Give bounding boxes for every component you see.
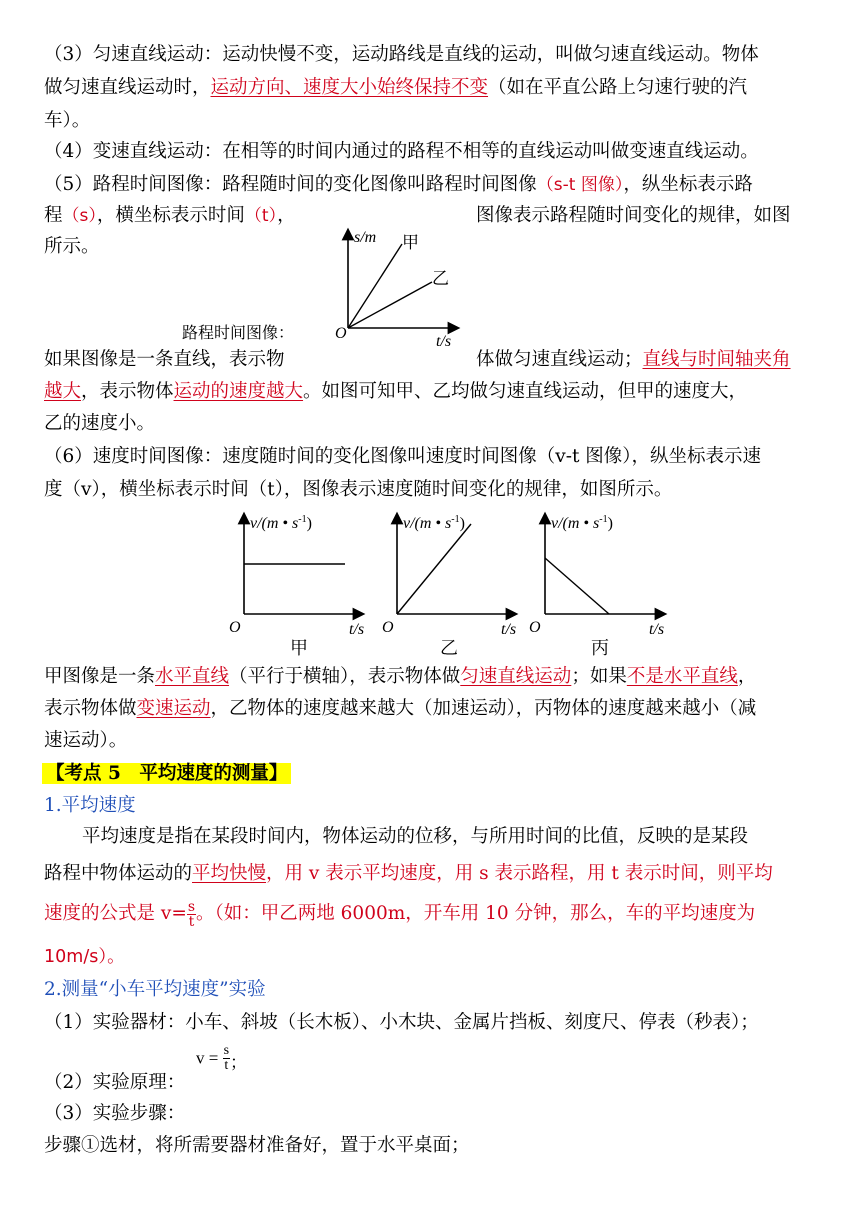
- item5-line6: 乙的速度小。: [44, 413, 156, 434]
- item5-line1: [44, 170, 753, 200]
- vt-bing-origin: O: [529, 619, 541, 636]
- formula-num: s: [223, 1043, 230, 1058]
- section5-p1: 平均速度是指在某段时间内，物体运动的位移，与所用时间的比值，反映的是某段: [82, 826, 749, 847]
- st-graph-caption: 路程时间图像：: [182, 323, 295, 342]
- item5-line4-left: 如果图像是一条直线，表示物: [44, 349, 285, 370]
- item5-line2-right: 图像表示路程随时间变化的规律，如图: [476, 205, 791, 226]
- item5-l5-a: ，表示物体: [81, 381, 174, 402]
- vt-jia-ylabel: v/(m • $s^{-1}$): [250, 514, 312, 532]
- vt-graph-jia: [229, 514, 364, 658]
- item3-key-phrase: 运动方向、速度大小始终保持不变: [210, 77, 489, 98]
- item4-line1: （4）变速直线运动：在相等的时间内通过的路程不相等的直线运动叫做变速直线运动。: [44, 141, 759, 162]
- vt-not-horizontal-phrase: 不是水平直线: [626, 666, 738, 687]
- item5-t-label: （t）: [244, 206, 278, 226]
- vt-l1-b: （平行于横轴），表示物体做: [229, 666, 461, 687]
- item5-s-label: （s）: [62, 206, 97, 226]
- experiment-line2: （2）实验原理：: [44, 1072, 186, 1093]
- item3-text-b: （如在平直公路上匀速行驶的汽: [488, 77, 748, 98]
- formula-v: v =: [196, 1048, 219, 1068]
- item5-line3: 所示。: [44, 236, 100, 257]
- st-label-jia: 甲: [402, 233, 419, 252]
- item3-line1: （3）匀速直线运动：运动快慢不变，运动路线是直线的运动，叫做匀速直线运动。物体: [44, 44, 759, 65]
- vt-graph-yi: [382, 514, 516, 658]
- vt-jia-caption: 甲: [290, 638, 308, 658]
- section5-p2: [44, 859, 773, 889]
- item3-line3: 车）。: [44, 110, 91, 131]
- vt-bing-xlabel: t/s: [649, 621, 665, 638]
- formula-fraction: [223, 1044, 230, 1073]
- item5-line4-right: [476, 345, 791, 375]
- section5-p3-a: 速度的公式是 v=: [44, 903, 187, 924]
- st-origin: O: [335, 325, 347, 342]
- item5-line2: [44, 201, 296, 231]
- section5-sub2: 2.测量“小车平均速度”实验: [44, 979, 266, 1000]
- item5-l4-b: 体做匀速直线运动；: [476, 349, 643, 370]
- st-graph: [332, 226, 462, 348]
- item5-speed-phrase: 运动的速度越大: [173, 381, 304, 402]
- st-xlabel: t/s: [436, 333, 452, 348]
- vt-yi-xlabel: t/s: [501, 621, 517, 638]
- st-line-yi: [348, 282, 432, 328]
- section5-heading-wrap: [42, 759, 291, 789]
- vt-bing-caption: 丙: [591, 638, 609, 658]
- vt-jia-origin: O: [229, 619, 241, 636]
- vt-jia-xlabel: t/s: [349, 621, 365, 638]
- fraction-denominator: t: [188, 913, 195, 930]
- vt-variable-phrase: 变速运动: [136, 698, 211, 719]
- section5-heading: 【考点 5 平均速度的测量】: [42, 763, 291, 784]
- experiment-line1: （1）实验器材：小车、斜坡（长木板）、小木块、金属片挡板、刻度尺、停表（秒表）；: [44, 1012, 759, 1033]
- vt-text-line2: [44, 694, 756, 724]
- vt-l1-a: 甲图像是一条: [44, 666, 156, 687]
- vt-bing-ylabel: v/(m • $s^{-1}$): [551, 514, 613, 532]
- st-label-yi: 乙: [432, 269, 449, 288]
- item5-l2-a: 程: [44, 205, 63, 226]
- item5-angle-phrase: 直线与时间轴夹角: [642, 349, 791, 370]
- vt-l2-b: ，乙物体的速度越来越大（加速运动），丙物体的速度越来越小（减: [210, 698, 757, 719]
- item3-text-a: 做匀速直线运动时，: [44, 77, 211, 98]
- vt-l2-a: 表示物体做: [44, 698, 137, 719]
- section5-p2-red: ，用 v 表示平均速度，用 s 表示路程，用 t 表示时间，则平均: [266, 863, 773, 884]
- section5-p3: [44, 899, 755, 929]
- vt-uniform-phrase: 匀速直线运动: [460, 666, 572, 687]
- item6-line2: 度（v），横坐标表示时间（t），图像表示速度随时间变化的规律，如图所示。: [44, 479, 673, 500]
- vt-yi-caption: 乙: [440, 638, 458, 658]
- vt-yi-origin: O: [382, 619, 394, 636]
- vt-line-bing: [545, 558, 609, 614]
- vt-text-line3: 速运动）。: [44, 730, 128, 751]
- vt-l1-c: ；如果: [571, 666, 627, 687]
- item3-line2: [44, 73, 747, 103]
- st-ylabel: s/m: [354, 229, 377, 246]
- vt-text-line1: [44, 662, 756, 692]
- item6-line1: （6）速度时间图像：速度随时间的变化图像叫速度时间图像（v-t 图像），纵坐标表示速: [44, 446, 762, 467]
- item5-text-a: （5）路程时间图像：路程随时间的变化图像叫路程时间图像: [44, 174, 537, 195]
- item5-line5: [44, 377, 747, 407]
- vt-graphs: [225, 506, 685, 662]
- vt-graph-bing: [529, 514, 664, 658]
- vt-horizontal-phrase: 水平直线: [155, 666, 230, 687]
- section5-sub1: 1.平均速度: [44, 795, 136, 816]
- item5-text-b: ，纵坐标表示路: [623, 174, 753, 195]
- item5-larger-phrase: 越大: [44, 381, 82, 402]
- section5-p2-a: 路程中物体运动的: [44, 863, 193, 884]
- avg-speed-fraction: [187, 900, 196, 929]
- experiment-line4: 步骤①选材，将所需要器材准备好，置于水平桌面；: [44, 1135, 470, 1156]
- st-line-jia: [348, 244, 402, 328]
- item5-l2-b: ，横坐标表示时间: [96, 205, 245, 226]
- vt-line-yi: [397, 524, 471, 614]
- vt-l1-d: ，: [737, 666, 757, 687]
- vt-yi-ylabel: v/(m • $s^{-1}$): [403, 514, 465, 532]
- item5-l5-b: 。如图可知甲、乙均做匀速直线运动，但甲的速度大，: [303, 381, 748, 402]
- item5-st-label: （s-t 图像）: [536, 175, 624, 195]
- experiment-formula: [196, 1044, 247, 1073]
- section5-avg-phrase: 平均快慢: [192, 863, 267, 884]
- section5-p3-b: 。（如：甲乙两地 6000m，开车用 10 分钟，那么，车的平均速度为: [196, 903, 756, 924]
- fraction-numerator: s: [187, 898, 196, 915]
- item5-l2-c: ，: [277, 205, 296, 226]
- formula-semicolon: ；: [230, 1053, 248, 1072]
- experiment-line3: （3）实验步骤：: [44, 1103, 186, 1124]
- section5-p4: 10m/s）。: [44, 947, 125, 967]
- formula-den: t: [224, 1058, 229, 1073]
